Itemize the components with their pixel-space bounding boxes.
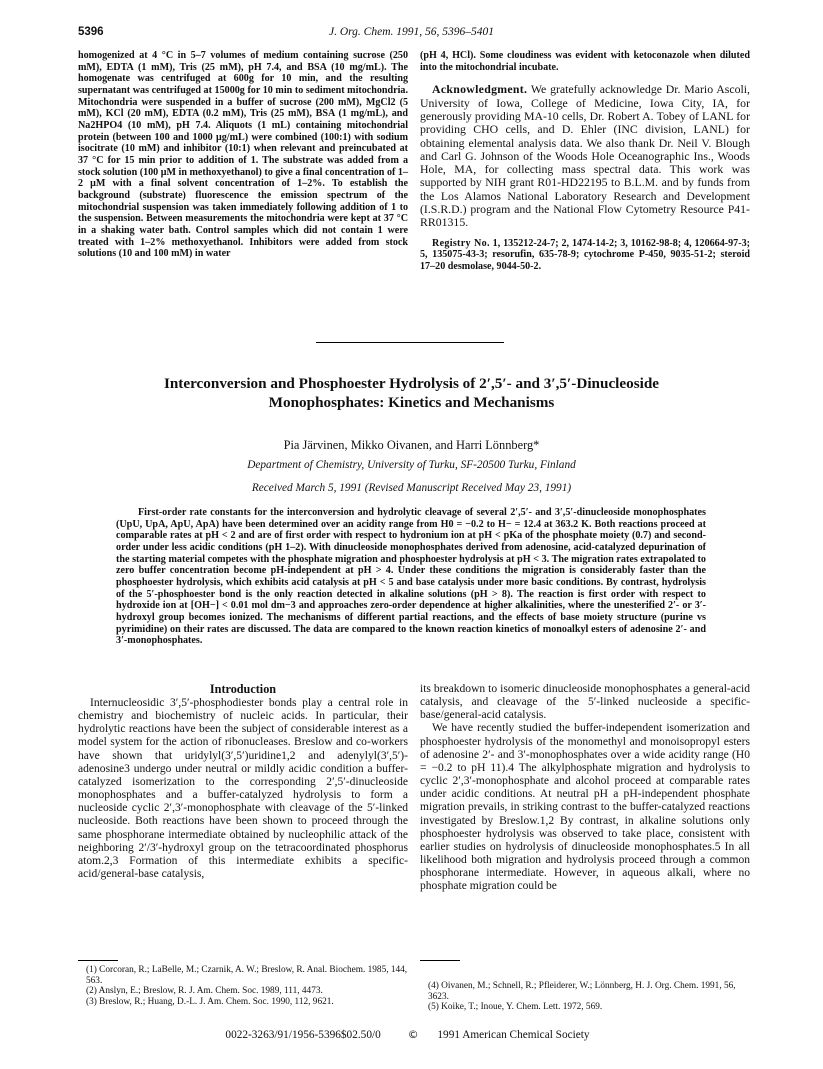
- article-title: [100, 374, 723, 412]
- footnote: (4) Oivanen, M.; Schnell, R.; Pfleiderer, W.; Lönnberg, H. J. Org. Chem. 1991, 56, 3623.: [428, 981, 736, 1002]
- footnotes-right: [420, 981, 750, 1013]
- acknowledgment-paragraph: [420, 83, 750, 229]
- registry-paragraph: [420, 238, 750, 273]
- footnote-rule-right: [420, 960, 460, 961]
- article-abstract: First-order rate constants for the interconversion and hydrolytic cleavage of several 2′,5′- and 3′,5′-dinucleoside monophosphates (UpU, UpA, ApU, ApA) have been determined over an acidity range from H0 = −0.2 to H− = 12.4 at 363.2 K. Both reactions proceed at comparable rates at pH < 2 and are of first order with respect to hydronium ion at pH < pKa of the phosphate moiety (0.7) and second-order under less acidic conditions (pH 1–2). With dinucleoside monophosphates derived from adenosine, acid-catalyzed depurination of the starting material competes with the phosphate migration and phosphoester hydrolysis at pH < 3. The migration rates extrapolated to zero buffer concentration become pH-independent at pH > 4. Under these conditions the migration is considerably faster than the phosphoester hydrolysis, which exhibits acid catalysis at pH < 5 and base catalysis under more basic conditions. By contrast, hydrolysis of the 5′-phosphoester bond is the only reaction detected in alkaline solutions (pH > 8). The reaction is first order with respect to hydroxide ion at [OH−] < 0.01 mol dm−3 and approaches zero-order dependence at higher alkalinities, where the unesterified 2′- or 3′-hydroxyl group becomes ionized. The mechanisms of different partial reactions, and the effects of base moiety structure (purine vs pyrimidine) on their rates are discussed. The data are compared to the known reaction kinetics of monoalkyl esters of adenosine 2′- and 3′-monophosphates.: [116, 507, 706, 647]
- article-divider: [316, 342, 504, 343]
- acknowledgment-heading: Acknowledgment.: [432, 82, 528, 97]
- footnote: (2) Anslyn, E.; Breslow, R. J. Am. Chem. Soc. 1989, 111, 4473.: [86, 986, 323, 996]
- copyright-icon: ©: [407, 1028, 419, 1041]
- introduction-right-column: [420, 683, 750, 894]
- introduction-right-paragraph-2: We have recently studied the buffer-independent isomerization and phosphoester hydrolysis of the monomethyl and monoisopropyl esters of adenosine 2′- and 3′-monophosphates over a wide acidity range (H0 = −0.2 to pH 11).4 The alkylphosphate migration and hydrolysis to cyclic 2′,3′-monophosphate and alcohol proceed at comparable rates under acidic conditions. At neutral pH a pH-independent phosphate migration prevails, in striking contrast to the buffer-catalyzed reactions investigated by Breslow.1,2 By contrast, in alkaline solutions only phosphoester hydrolysis was observed to take place, consistent with earlier studies on hydrolysis of dinucleoside monophosphates.5 In all likelihood both migration and hydrolysis proceed through a common phosphorane intermediate. However, in aqueous alkali, where no phosphate migration could be: [420, 722, 750, 893]
- acknowledgment-text: We gratefully acknowledge Dr. Mario Ascoli, University of Iowa, College of Medicine, Iowa City, IA, for generously providing MA-10 cells, Dr. Robert A. Tobey of LANL for providing CHO cells, and D. Ehler (INC division, LANL) for obtaining elemental analysis data. We also thank Dr. Neil V. Blough and Carl G. Johnson of the Woods Hole Oceanographic Ins., Woods Hole, MA, for collecting mass spectral data. This work was supported by NIH grant R01-HD22195 to B.L.M. and by funds from the Los Alamos National Laboratory Research and Development (I.S.R.D.) program and the National Flow Cytometry Resource P41-RR01315.: [420, 82, 750, 230]
- running-head: [78, 26, 745, 42]
- footnote: (3) Breslow, R.; Huang, D.-L. J. Am. Chem. Soc. 1990, 112, 9621.: [86, 996, 334, 1007]
- copyright-notice: [400, 1029, 598, 1041]
- footnote: (5) Koike, T.; Inoue, Y. Chem. Lett. 1972, 569.: [428, 1002, 603, 1012]
- article-received-dates: Received March 5, 1991 (Revised Manuscript Received May 23, 1991): [251, 482, 572, 494]
- article-title-line-1: Interconversion and Phosphoester Hydrolysis of 2′,5′- and 3′,5′-Dinucleoside: [163, 375, 660, 392]
- footnote-rule-left: [78, 960, 118, 961]
- introduction-left-column: Internucleosidic 3′,5′-phosphodiester bonds play a central role in chemistry and biochemistry of nucleic acids. In particular, their hydrolytic reactions have been the subject of considerable interest as a model system for the action of ribonucleases. Breslow and co-workers have shown that uridylyl(3′,5′)uridine1,2 and adenylyl(3′,5′)-adenosine3 undergo under neutral or mildly acidic condition a buffer-catalyzed isomerization to the corresponding 2′,5′-dinucleoside monophosphates and a buffer-catalyzed hydrolysis to form a nucleoside cyclic 2′,3′-monophosphate with cleavage of the 5′-linked nucleoside. Both reactions have been shown to proceed through the same phosphorane intermediate obtained by nucleophilic attack of the neighboring 2′/3′-hydroxyl group on the tetracoordinated phosphorus atom.2,3 Formation of this intermediate exhibits a specific-acid/general-base catalysis,: [78, 697, 408, 881]
- registry-text: 1, 135212-24-7; 2, 1474-14-2; 3, 10162-98-8; 4, 120664-97-3; 5, 135075-43-3; resorufin, 635-78-9; cytochrome P-450, 9035-51-2; steroid 17–20 desmolase, 9044-50-2.: [420, 237, 751, 272]
- copyright-text: 1991 American Chemical Society: [437, 1029, 590, 1041]
- registry-heading: Registry No.: [432, 237, 490, 249]
- introduction-heading: Introduction: [209, 682, 277, 696]
- footnote: (1) Corcoran, R.; LaBelle, M.; Czarnik, A. W.; Breslow, R. Anal. Biochem. 1985, 144, 563.: [86, 965, 408, 986]
- experimental-carryover: (pH 4, HCl). Some cloudiness was evident with ketoconazole when diluted into the mitochondrial incubate.: [420, 50, 750, 73]
- previous-article-experimental-text: homogenized at 4 °C in 5–7 volumes of medium containing sucrose (250 mM), EDTA (1 mM), Tris (25 mM), pH 7.4, and BSA (10 mg/mL). The homogenate was centrifuged at 600g for 10 min, and the resulting supernatant was centrifuged at 15000g for 10 min to sediment mitochondria. Mitochondria were suspended in a buffer of sucrose (200 mM), MgCl2 (5 mM), KCl (20 mM), EDTA (0.2 mM), Tris (25 mM), BSA (1 mg/mL), and Na2HPO4 (10 mM), pH 7.4. Aliquots (1 mL) containing mitochondrial protein (between 100 and 1000 μg/mL) were combined (100:1) with sodium isocitrate (10 mM) and inhibitor (10:1) when relevant and preincubated at 37 °C for 15 min prior to addition of 1. The substrate was added from a stock solution (100 μM in methoxyethanol) to give a final concentration of 1–2 μM with a final solvent concentration of 1–2%. To establish the background (substrate) fluorescence the emission spectrum of the mitochondrial suspension was taken immediately following addition of 1 to the suspension. Between measurements the mitochondria were kept at 37 °C in a shaking water bath. Control samples which did not contain 1 were treated with 1–2% methoxyethanol. Inhibitors were added from stock solutions (10 and 100 mM) in water: [78, 50, 408, 260]
- article-affiliation: Department of Chemistry, University of Turku, SF-20500 Turku, Finland: [247, 459, 576, 471]
- copyright-line: [0, 1028, 823, 1041]
- article-code: 0022-3263/91/1956-5396$02.50/0: [225, 1029, 381, 1041]
- article-title-line-2: Monophosphates: Kinetics and Mechanisms: [268, 394, 555, 411]
- footnotes-left: [78, 965, 408, 1007]
- page-number: 5396: [78, 26, 104, 38]
- previous-article-right-column: [420, 50, 750, 273]
- article-authors: Pia Järvinen, Mikko Oivanen, and Harri Lönnberg*: [283, 438, 540, 452]
- journal-citation: J. Org. Chem. 1991, 56, 5396–5401: [328, 26, 495, 38]
- introduction-right-paragraph-1: its breakdown to isomeric dinucleoside monophosphates a general-acid catalysis, and cleavage of the 5′-linked nucleoside a specific-base/general-acid catalysis.: [420, 683, 750, 722]
